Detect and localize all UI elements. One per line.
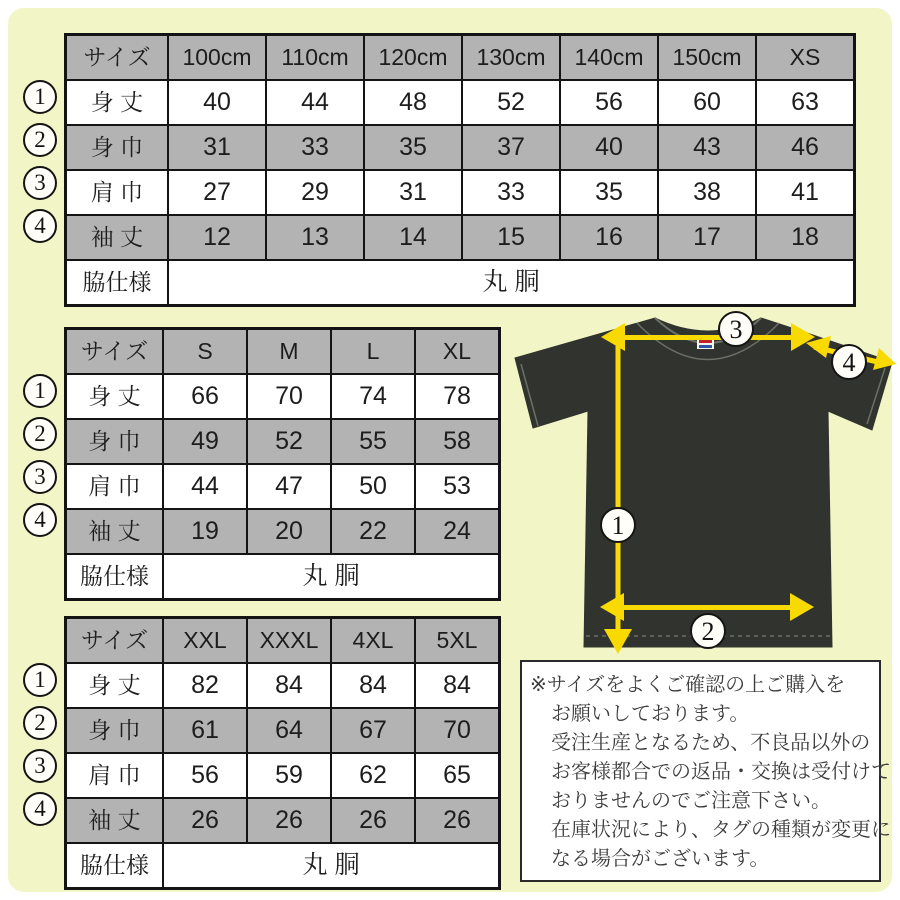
size-header-cell: サイズ <box>66 35 169 81</box>
value-cell: 29 <box>266 170 364 215</box>
row-label: 肩 巾 <box>66 170 169 215</box>
row-label: 肩 巾 <box>66 753 164 798</box>
value-cell: 49 <box>163 419 247 464</box>
value-cell: 13 <box>266 215 364 260</box>
svg-text:3: 3 <box>729 315 743 344</box>
row-number-marker: 1 <box>23 80 57 114</box>
value-cell: 15 <box>462 215 560 260</box>
column-header: 110cm <box>266 35 364 81</box>
footer-row <box>66 554 500 600</box>
value-cell: 27 <box>168 170 266 215</box>
value-cell: 40 <box>168 80 266 125</box>
svg-text:1: 1 <box>611 511 625 540</box>
value-cell: 53 <box>415 464 500 509</box>
column-header: XL <box>415 329 500 375</box>
column-header: 140cm <box>560 35 658 81</box>
value-cell: 17 <box>658 215 756 260</box>
column-header: 150cm <box>658 35 756 81</box>
row-number-marker: 3 <box>23 749 57 783</box>
value-cell: 35 <box>364 125 462 170</box>
header-row <box>66 329 500 375</box>
value-cell: 22 <box>331 509 415 554</box>
value-cell: 35 <box>560 170 658 215</box>
footer-row <box>66 260 855 306</box>
column-header: 4XL <box>331 618 415 664</box>
value-cell: 26 <box>415 798 500 843</box>
value-cell: 47 <box>247 464 331 509</box>
value-cell: 26 <box>247 798 331 843</box>
value-cell: 84 <box>415 663 500 708</box>
footer-label: 脇仕様 <box>66 260 169 306</box>
value-cell: 56 <box>560 80 658 125</box>
row-number-marker: 2 <box>23 417 57 451</box>
value-cell: 46 <box>756 125 855 170</box>
column-header: 100cm <box>168 35 266 81</box>
kids-size-table-block <box>34 33 856 307</box>
purchase-notice <box>520 660 891 882</box>
row-number-marker: 2 <box>23 123 57 157</box>
value-cell: 84 <box>331 663 415 708</box>
value-cell: 18 <box>756 215 855 260</box>
value-cell: 33 <box>462 170 560 215</box>
adult-size-table-block <box>34 327 501 601</box>
column-header: M <box>247 329 331 375</box>
value-cell: 16 <box>560 215 658 260</box>
value-cell: 65 <box>415 753 500 798</box>
notice-line: 受注生産となるため、不良品以外の <box>551 732 871 754</box>
notice-line: お願いしております。 <box>551 703 750 725</box>
value-cell: 20 <box>247 509 331 554</box>
value-cell: 26 <box>163 798 247 843</box>
big-size-table-block <box>34 616 501 890</box>
value-cell: 48 <box>364 80 462 125</box>
row-label: 身 丈 <box>66 663 164 708</box>
value-cell: 70 <box>247 374 331 419</box>
table-row <box>66 80 855 125</box>
table-row <box>66 125 855 170</box>
value-cell: 59 <box>247 753 331 798</box>
svg-text:4: 4 <box>842 348 856 377</box>
value-cell: 55 <box>331 419 415 464</box>
table-row <box>66 509 500 554</box>
value-cell: 14 <box>364 215 462 260</box>
size-header-cell: サイズ <box>66 618 164 664</box>
notice-line: おりませんのでご注意下さい。 <box>551 790 831 812</box>
column-header: XXXL <box>247 618 331 664</box>
footer-label: 脇仕様 <box>66 554 164 600</box>
table-row <box>66 798 500 843</box>
value-cell: 44 <box>266 80 364 125</box>
tshirt-measurement-diagram <box>505 310 900 658</box>
row-label: 身 丈 <box>66 80 169 125</box>
tshirt-diagram-svg <box>505 310 900 658</box>
value-cell: 61 <box>163 708 247 753</box>
value-cell: 63 <box>756 80 855 125</box>
row-number-marker: 4 <box>23 209 57 243</box>
size-table <box>64 327 501 601</box>
table-row <box>66 663 500 708</box>
header-row <box>66 35 855 81</box>
value-cell: 41 <box>756 170 855 215</box>
value-cell: 40 <box>560 125 658 170</box>
notice-line: お客様都合での返品・交換は受付けて <box>551 761 891 783</box>
notice-line: 在庫状況により、タグの種類が変更に <box>551 819 891 841</box>
value-cell: 19 <box>163 509 247 554</box>
value-cell: 62 <box>331 753 415 798</box>
footer-value: 丸 胴 <box>163 554 500 600</box>
value-cell: 43 <box>658 125 756 170</box>
value-cell: 33 <box>266 125 364 170</box>
footer-row <box>66 843 500 889</box>
size-table <box>64 33 856 307</box>
marker-circle-4 <box>832 345 866 379</box>
column-header: L <box>331 329 415 375</box>
row-number-marker: 1 <box>23 663 57 697</box>
column-header: 5XL <box>415 618 500 664</box>
row-number-marker: 3 <box>23 166 57 200</box>
row-label: 肩 巾 <box>66 464 164 509</box>
row-number-marker: 2 <box>23 706 57 740</box>
value-cell: 38 <box>658 170 756 215</box>
marker-circle-2 <box>691 614 725 648</box>
size-header-cell: サイズ <box>66 329 164 375</box>
table-row <box>66 170 855 215</box>
header-row <box>66 618 500 664</box>
value-cell: 56 <box>163 753 247 798</box>
row-label: 身 巾 <box>66 708 164 753</box>
row-number-marker: 3 <box>23 460 57 494</box>
value-cell: 58 <box>415 419 500 464</box>
column-header: XS <box>756 35 855 81</box>
value-cell: 50 <box>331 464 415 509</box>
marker-circle-1 <box>601 508 635 542</box>
marker-circle-3 <box>719 312 753 346</box>
value-cell: 60 <box>658 80 756 125</box>
row-number-marker: 4 <box>23 792 57 826</box>
row-label: 身 丈 <box>66 374 164 419</box>
row-label: 身 巾 <box>66 419 164 464</box>
table-row <box>66 215 855 260</box>
value-cell: 12 <box>168 215 266 260</box>
value-cell: 78 <box>415 374 500 419</box>
value-cell: 82 <box>163 663 247 708</box>
value-cell: 44 <box>163 464 247 509</box>
value-cell: 67 <box>331 708 415 753</box>
row-number-marker: 4 <box>23 503 57 537</box>
value-cell: 52 <box>247 419 331 464</box>
row-label: 袖 丈 <box>66 509 164 554</box>
column-header: S <box>163 329 247 375</box>
value-cell: 84 <box>247 663 331 708</box>
table-row <box>66 464 500 509</box>
value-cell: 37 <box>462 125 560 170</box>
size-table <box>64 616 501 890</box>
value-cell: 52 <box>462 80 560 125</box>
row-label: 袖 丈 <box>66 798 164 843</box>
table-row <box>66 753 500 798</box>
value-cell: 24 <box>415 509 500 554</box>
footer-value: 丸 胴 <box>163 843 500 889</box>
value-cell: 26 <box>331 798 415 843</box>
value-cell: 70 <box>415 708 500 753</box>
table-row <box>66 374 500 419</box>
table-row <box>66 708 500 753</box>
value-cell: 31 <box>168 125 266 170</box>
column-header: XXL <box>163 618 247 664</box>
column-header: 120cm <box>364 35 462 81</box>
value-cell: 74 <box>331 374 415 419</box>
value-cell: 31 <box>364 170 462 215</box>
footer-label: 脇仕様 <box>66 843 164 889</box>
value-cell: 66 <box>163 374 247 419</box>
row-number-marker: 1 <box>23 374 57 408</box>
row-label: 袖 丈 <box>66 215 169 260</box>
footer-value: 丸 胴 <box>168 260 855 306</box>
row-label: 身 巾 <box>66 125 169 170</box>
notice-line: なる場合がございます。 <box>551 848 770 870</box>
notice-line: ※サイズをよくご確認の上ご購入を <box>530 674 846 696</box>
value-cell: 64 <box>247 708 331 753</box>
column-header: 130cm <box>462 35 560 81</box>
table-row <box>66 419 500 464</box>
svg-text:2: 2 <box>701 617 715 646</box>
